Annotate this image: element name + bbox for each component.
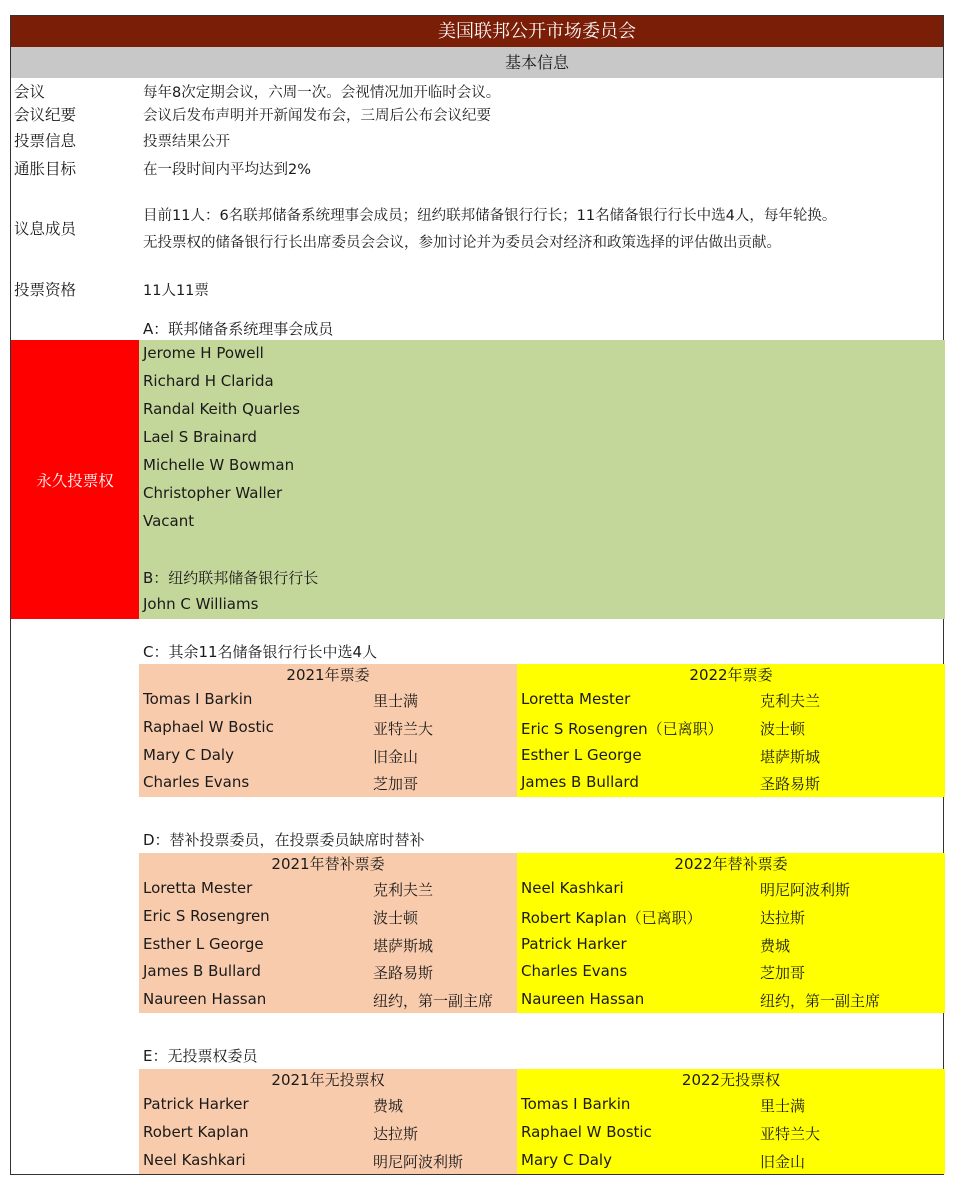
section-d-table [139,853,945,1013]
member-city: 圣路易斯 [760,775,821,793]
governor-name: Lael S Brainard [143,428,257,446]
column-header: 2021年无投票权 [271,1071,385,1089]
section-c-2022-column [517,664,945,797]
inflation-target-value: 在一段时间内平均达到2% [143,162,312,178]
vote-info-value: 投票结果公开 [143,134,230,150]
eligibility-label: 投票资格 [14,281,77,299]
member-city: 亚特兰大 [760,1125,821,1143]
member-name: Loretta Mester [143,879,253,897]
permanent-vote-block [11,340,139,619]
governor-name: Randal Keith Quarles [143,400,300,418]
member-name: Naureen Hassan [143,990,267,1008]
member-city: 芝加哥 [373,775,419,793]
section-a-title: A：联邦储备系统理事会成员 [143,320,334,338]
member-city: 达拉斯 [760,909,806,927]
vote-info-label: 投票信息 [14,132,77,150]
section-d-2021-column [139,853,517,1013]
section-c-table [139,664,945,797]
member-city: 克利夫兰 [760,692,821,710]
fomc-sheet [10,15,944,1175]
member-city: 芝加哥 [760,964,806,982]
section-c-2021-column [139,664,517,797]
meeting-label: 会议 [14,83,46,101]
members-value-line1: 目前11人：6名联邦储备系统理事会成员；纽约联邦储备银行行长；11名储备银行行长中选4人，每年轮换。 [143,208,837,224]
member-name: Robert Kaplan [143,1123,249,1141]
member-city: 明尼阿波利斯 [373,1153,464,1171]
member-city: 亚特兰大 [373,720,434,738]
column-header: 2021年替补票委 [271,855,385,873]
member-name: Mary C Daly [143,746,234,764]
member-name: Esther L George [143,935,264,953]
member-name: Eric S Rosengren（已离职） [521,720,723,738]
member-name: Robert Kaplan（已离职） [521,909,702,927]
permanent-vote-label: 永久投票权 [36,471,114,490]
member-city: 堪萨斯城 [373,937,434,955]
members-label: 议息成员 [14,220,77,238]
governor-name: Vacant [143,512,195,530]
member-city: 克利夫兰 [373,881,434,899]
member-name: Tomas I Barkin [521,1095,631,1113]
member-city: 达拉斯 [373,1125,419,1143]
section-b-title: B：纽约联邦储备银行行长 [143,569,319,587]
member-city: 里士满 [760,1097,806,1115]
member-city: 堪萨斯城 [760,748,821,766]
page-title: 美国联邦公开市场委员会 [11,16,943,47]
member-name: Tomas I Barkin [143,690,253,708]
member-name: Esther L George [521,746,642,764]
member-city: 圣路易斯 [373,964,434,982]
member-name: Patrick Harker [143,1095,249,1113]
eligibility-value: 11人11票 [143,283,209,299]
member-city: 纽约，第一副主席 [373,992,494,1010]
section-e-table [139,1069,945,1174]
section-e-2021-column [139,1069,517,1174]
member-name: James B Bullard [521,773,639,791]
column-header: 2022年替补票委 [674,855,788,873]
member-name: Charles Evans [143,773,250,791]
member-city: 纽约，第一副主席 [760,992,881,1010]
governor-name: Richard H Clarida [143,372,274,390]
member-city: 里士满 [373,692,419,710]
member-name: Loretta Mester [521,690,631,708]
member-name: Neel Kashkari [521,879,624,897]
minutes-label: 会议纪要 [14,106,77,124]
member-city: 费城 [760,937,791,955]
section-e-title: E：无投票权委员 [143,1047,258,1065]
governors-block [139,340,945,619]
section-header-basic-info: 基本信息 [11,47,943,78]
member-name: Mary C Daly [521,1151,612,1169]
member-name: James B Bullard [143,962,261,980]
meeting-value: 每年8次定期会议，六周一次。会视情况加开临时会议。 [143,85,501,101]
member-city: 旧金山 [760,1153,806,1171]
member-city: 明尼阿波利斯 [760,881,851,899]
governor-name: Jerome H Powell [143,344,264,362]
member-city: 波士顿 [760,720,806,738]
member-name: Patrick Harker [521,935,627,953]
governor-name: Michelle W Bowman [143,456,295,474]
member-city: 旧金山 [373,748,419,766]
member-city: 费城 [373,1097,404,1115]
member-name: Raphael W Bostic [143,718,274,736]
column-header: 2022年票委 [689,666,773,684]
member-name: Raphael W Bostic [521,1123,652,1141]
member-name: Neel Kashkari [143,1151,246,1169]
governor-name: Christopher Waller [143,484,283,502]
minutes-value: 会议后发布声明并开新闻发布会，三周后公布会议纪要 [143,108,491,124]
member-name: Naureen Hassan [521,990,645,1008]
section-d-title: D：替补投票委员，在投票委员缺席时替补 [143,831,425,849]
ny-president-name: John C Williams [143,595,259,613]
member-name: Eric S Rosengren [143,907,270,925]
section-e-2022-column [517,1069,945,1174]
member-name: Charles Evans [521,962,628,980]
column-header: 2021年票委 [286,666,370,684]
column-header: 2022无投票权 [681,1071,781,1089]
member-city: 波士顿 [373,909,419,927]
inflation-target-label: 通胀目标 [14,160,77,178]
section-d-2022-column [517,853,945,1013]
section-c-title: C：其余11名储备银行行长中选4人 [143,643,378,661]
members-value-line2: 无投票权的储备银行行长出席委员会会议，参加讨论并为委员会对经济和政策选择的评估做出贡献。 [143,235,781,251]
